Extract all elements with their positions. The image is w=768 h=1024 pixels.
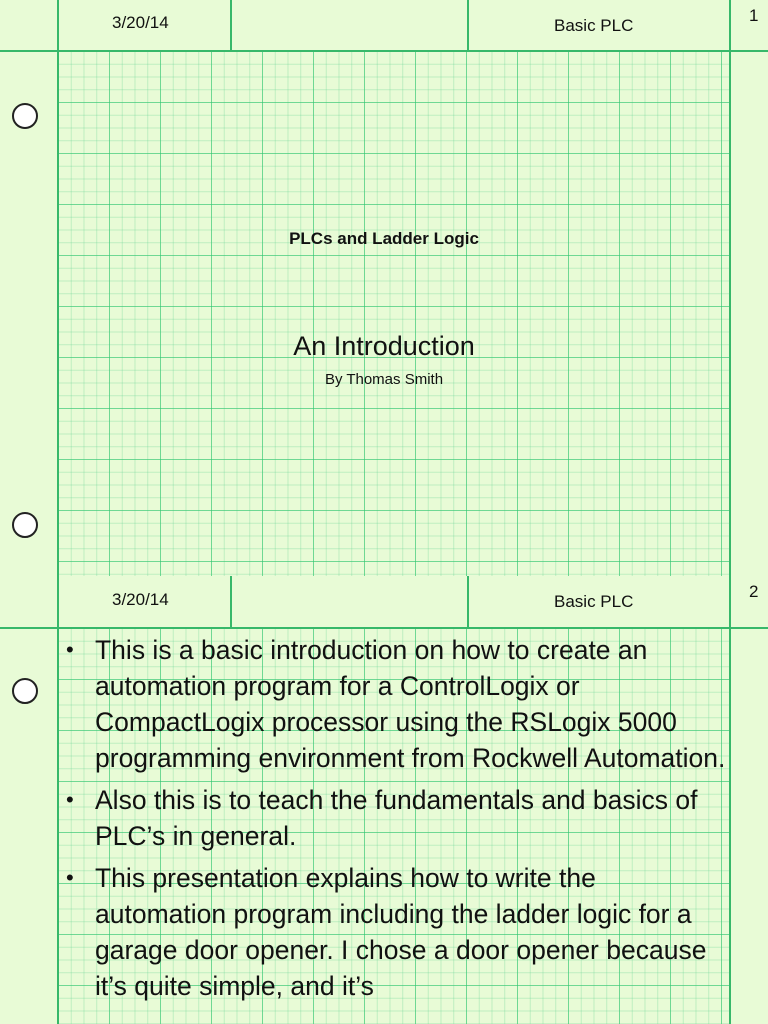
slide-1-header-title: Basic PLC [554,16,634,35]
left-margin-line [57,0,59,1024]
slide-1-title: PLCs and Ladder Logic [289,229,479,248]
binder-hole-icon [12,512,38,538]
slide-2-bullet-list [62,632,730,1010]
binder-hole-icon [12,678,38,704]
slide-1-page-number: 1 [749,6,759,25]
binder-hole-icon [12,103,38,129]
slide-2-header-seg-a [230,576,232,627]
slide-1-grid [58,51,730,576]
bullet-item: • Also this is to teach the fundamentals and basics of PLC’s in general. [62,782,730,854]
slide-1-header-seg-a [230,0,232,50]
slide-2-page-number: 2 [749,582,759,601]
slide-1-header-seg-b [467,0,469,50]
slide-2-date: 3/20/14 [112,590,169,609]
slide-1-date: 3/20/14 [112,13,169,32]
slide-1-subtitle: An Introduction [293,331,475,361]
slide-2-header-title: Basic PLC [554,592,634,611]
slide-2-header-seg-b [467,576,469,627]
slide-1-header-divider [0,50,768,52]
bullet-item: • This is a basic introduction on how to create an automation program for a ControlLogix or CompactLogix processor using the RSLogix 5000 programming environment from Rockwell Automation. [62,632,730,776]
slide-2-header-divider [0,627,768,629]
slide-1-author: By Thomas Smith [324,371,444,388]
bullet-item: • This presentation explains how to write the automation program including the ladder logic for a garage door opener. I chose a door opener because it’s quite simple, and it’s [62,860,730,1004]
